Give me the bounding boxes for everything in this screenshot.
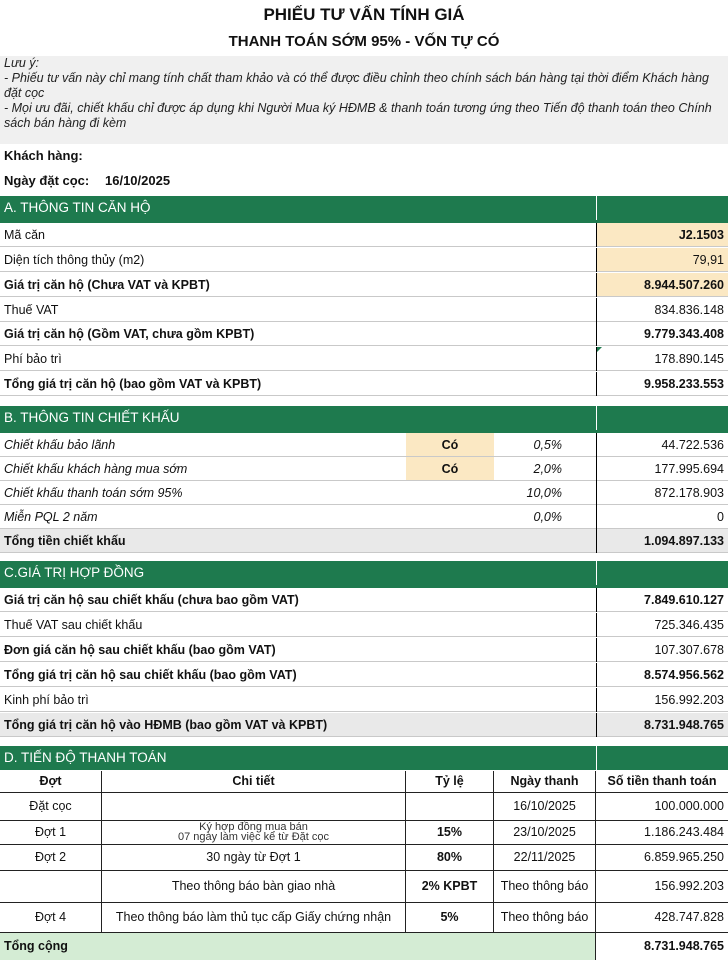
- row-value: 107.307.678: [654, 643, 724, 657]
- cell-detail: Ký hợp đồng mua bán 07 ngày làm việc kể từ Đặt cọc: [102, 821, 406, 844]
- row-phi-bao-tri: [0, 347, 728, 371]
- cell-date: 23/10/2025: [494, 821, 596, 844]
- table-header-row: [0, 771, 728, 793]
- row-label: Miễn PQL 2 năm: [4, 510, 98, 524]
- cell-dot: Đợt 2: [0, 845, 102, 870]
- col-header-chi-tiet: Chi tiết: [102, 771, 406, 792]
- row-label: Tổng giá trị căn hộ (bao gồm VAT và KPBT): [4, 377, 262, 391]
- row-label: Thuế VAT sau chiết khấu: [4, 618, 143, 632]
- row-label: Chiết khấu thanh toán sớm 95%: [4, 486, 183, 500]
- row-label: Chiết khấu bảo lãnh: [4, 438, 116, 452]
- cell-date: 22/11/2025: [494, 845, 596, 870]
- deposit-date-value: 16/10/2025: [105, 173, 171, 188]
- page-title: PHIẾU TƯ VẤN TÍNH GIÁ: [263, 5, 465, 24]
- cell-amount: 6.859.965.250: [644, 850, 724, 864]
- table-row: [0, 845, 728, 871]
- row-value: J2.1503: [678, 228, 724, 242]
- cell-amount: 100.000.000: [654, 799, 724, 813]
- row-value: 8.944.507.260: [644, 278, 724, 292]
- section-c-header: [0, 561, 728, 585]
- cell-date: 16/10/2025: [494, 793, 596, 820]
- section-b-header: [0, 406, 728, 430]
- table-total-row: [0, 933, 728, 960]
- section-b-title: B. THÔNG TIN CHIẾT KHẤU: [4, 410, 180, 425]
- row-value: 9.779.343.408: [644, 327, 724, 341]
- cell-detail: [102, 793, 406, 820]
- row-value: 9.958.233.553: [644, 377, 724, 391]
- row-label: Thuế VAT: [4, 303, 59, 317]
- row-label: Chiết khấu khách hàng mua sớm: [4, 462, 188, 476]
- section-d-title: D. TIẾN ĐỘ THANH TOÁN: [4, 750, 167, 765]
- row-value: 156.992.203: [654, 693, 724, 707]
- row-label: Tổng tiền chiết khấu: [4, 534, 126, 548]
- row-value: 0: [717, 510, 724, 524]
- row-value: 7.849.610.127: [644, 593, 724, 607]
- table-row: [0, 903, 728, 933]
- section-a-title: A. THÔNG TIN CĂN HỘ: [4, 200, 151, 215]
- discount-flag: Có: [406, 433, 494, 456]
- discount-pct: 2,0%: [533, 462, 562, 476]
- cell-date: Theo thông báo: [494, 903, 596, 932]
- row-thue-vat-sau-ck: [0, 613, 728, 637]
- row-thue-vat: [0, 298, 728, 322]
- row-label: Tổng giá trị căn hộ vào HĐMB (bao gồm VAT và KPBT): [4, 718, 328, 732]
- row-label: Phí bảo trì: [4, 352, 62, 366]
- col-header-ty-le: Tỷ lệ: [406, 771, 494, 792]
- cell-ratio: 80%: [406, 845, 494, 870]
- cell-amount: 428.747.828: [654, 910, 724, 924]
- discount-pct: 0,5%: [533, 438, 562, 452]
- cell-date: Theo thông báo: [494, 871, 596, 902]
- cell-detail: 30 ngày từ Đợt 1: [102, 845, 406, 870]
- row-kinh-phi-bao-tri: [0, 688, 728, 712]
- section-a-header: [0, 196, 728, 220]
- cell-ratio: 2% KPBT: [406, 871, 494, 902]
- cell-dot: [0, 871, 102, 902]
- cell-dot: Đợt 1: [0, 821, 102, 844]
- row-label: Mã căn: [4, 228, 45, 242]
- row-tong-chiet-khau: [0, 529, 728, 553]
- row-value: 8.574.956.562: [644, 668, 724, 682]
- discount-pct: 10,0%: [526, 486, 562, 500]
- note-box: [0, 56, 728, 144]
- row-value: 79,91: [692, 253, 724, 267]
- row-ma-can: [0, 223, 728, 247]
- col-header-ngay: Ngày thanh: [494, 771, 596, 792]
- page-subtitle: THANH TOÁN SỚM 95% - VỐN TỰ CÓ: [228, 33, 500, 50]
- row-ck-mua-som: [0, 457, 728, 481]
- total-value: 8.731.948.765: [596, 933, 728, 960]
- discount-flag: Có: [406, 457, 494, 480]
- note-heading: Lưu ý:: [4, 56, 40, 70]
- note-line-1: - Phiếu tư vấn này chỉ mang tính chất tham khảo và có thể được điều chỉnh theo chính sách bán hàng tại thời điểm Khách hàng đặt cọc: [4, 71, 710, 100]
- row-label: Giá trị căn hộ sau chiết khấu (chưa bao gồm VAT): [4, 593, 299, 607]
- cell-dot: Đợt 4: [0, 903, 102, 932]
- row-value: 8.731.948.765: [644, 718, 724, 732]
- note-line-2: - Mọi ưu đãi, chiết khấu chỉ được áp dụng khi Người Mua ký HĐMB & thanh toán tương ứng theo Tiến độ thanh toán theo Chính sách bán hàng đi kèm: [4, 101, 712, 130]
- cell-dot: Đặt cọc: [0, 793, 102, 820]
- cell-amount: 156.992.203: [654, 879, 724, 893]
- row-value: 872.178.903: [654, 486, 724, 500]
- row-value: 44.722.536: [661, 438, 724, 452]
- col-header-so-tien: Số tiền thanh toán: [607, 774, 717, 788]
- row-mien-pql: [0, 505, 728, 529]
- row-gia-tri-chua-vat: [0, 273, 728, 297]
- row-tong-sau-ck: [0, 663, 728, 687]
- row-label: Đơn giá căn hộ sau chiết khấu (bao gồm VAT): [4, 643, 276, 657]
- row-tong-hdmb: [0, 713, 728, 737]
- table-row: [0, 871, 728, 903]
- row-label: Giá trị căn hộ (Chưa VAT và KPBT): [4, 278, 210, 292]
- cell-detail: Theo thông báo bàn giao nhà: [102, 871, 406, 902]
- row-ck-bao-lanh: [0, 433, 728, 457]
- row-label: Kinh phí bảo trì: [4, 693, 89, 707]
- deposit-date-label: Ngày đặt cọc:: [4, 173, 90, 188]
- row-tong-gia-tri: [0, 372, 728, 396]
- row-value: 178.890.145: [654, 352, 724, 366]
- cell-ratio: 15%: [406, 821, 494, 844]
- row-gia-tri-sau-ck: [0, 588, 728, 612]
- customer-label: Khách hàng:: [4, 148, 83, 163]
- cell-amount: 1.186.243.484: [644, 825, 724, 839]
- col-header-dot: Đợt: [0, 771, 102, 792]
- section-d-header: [0, 746, 728, 770]
- cell-ratio: 5%: [406, 903, 494, 932]
- table-row: [0, 793, 728, 821]
- discount-pct: 0,0%: [533, 510, 562, 524]
- row-label: Diện tích thông thủy (m2): [4, 253, 145, 267]
- cell-ratio: [406, 793, 494, 820]
- row-label: Giá trị căn hộ (Gồm VAT, chưa gồm KPBT): [4, 327, 255, 341]
- row-dien-tich: [0, 248, 728, 272]
- section-c-title: C.GIÁ TRỊ HỢP ĐỒNG: [4, 565, 145, 580]
- total-label: Tổng cộng: [0, 933, 596, 960]
- row-gia-tri-gom-vat: [0, 322, 728, 346]
- row-value: 834.836.148: [654, 303, 724, 317]
- cell-detail: Theo thông báo làm thủ tục cấp Giấy chứng nhận: [102, 903, 406, 932]
- row-label: Tổng giá trị căn hộ sau chiết khấu (bao gồm VAT): [4, 668, 297, 682]
- row-ck-thanh-toan-som: [0, 481, 728, 505]
- table-row: [0, 821, 728, 845]
- row-value: 725.346.435: [654, 618, 724, 632]
- row-value: 1.094.897.133: [644, 534, 724, 548]
- row-don-gia-sau-ck: [0, 638, 728, 662]
- row-value: 177.995.694: [654, 462, 724, 476]
